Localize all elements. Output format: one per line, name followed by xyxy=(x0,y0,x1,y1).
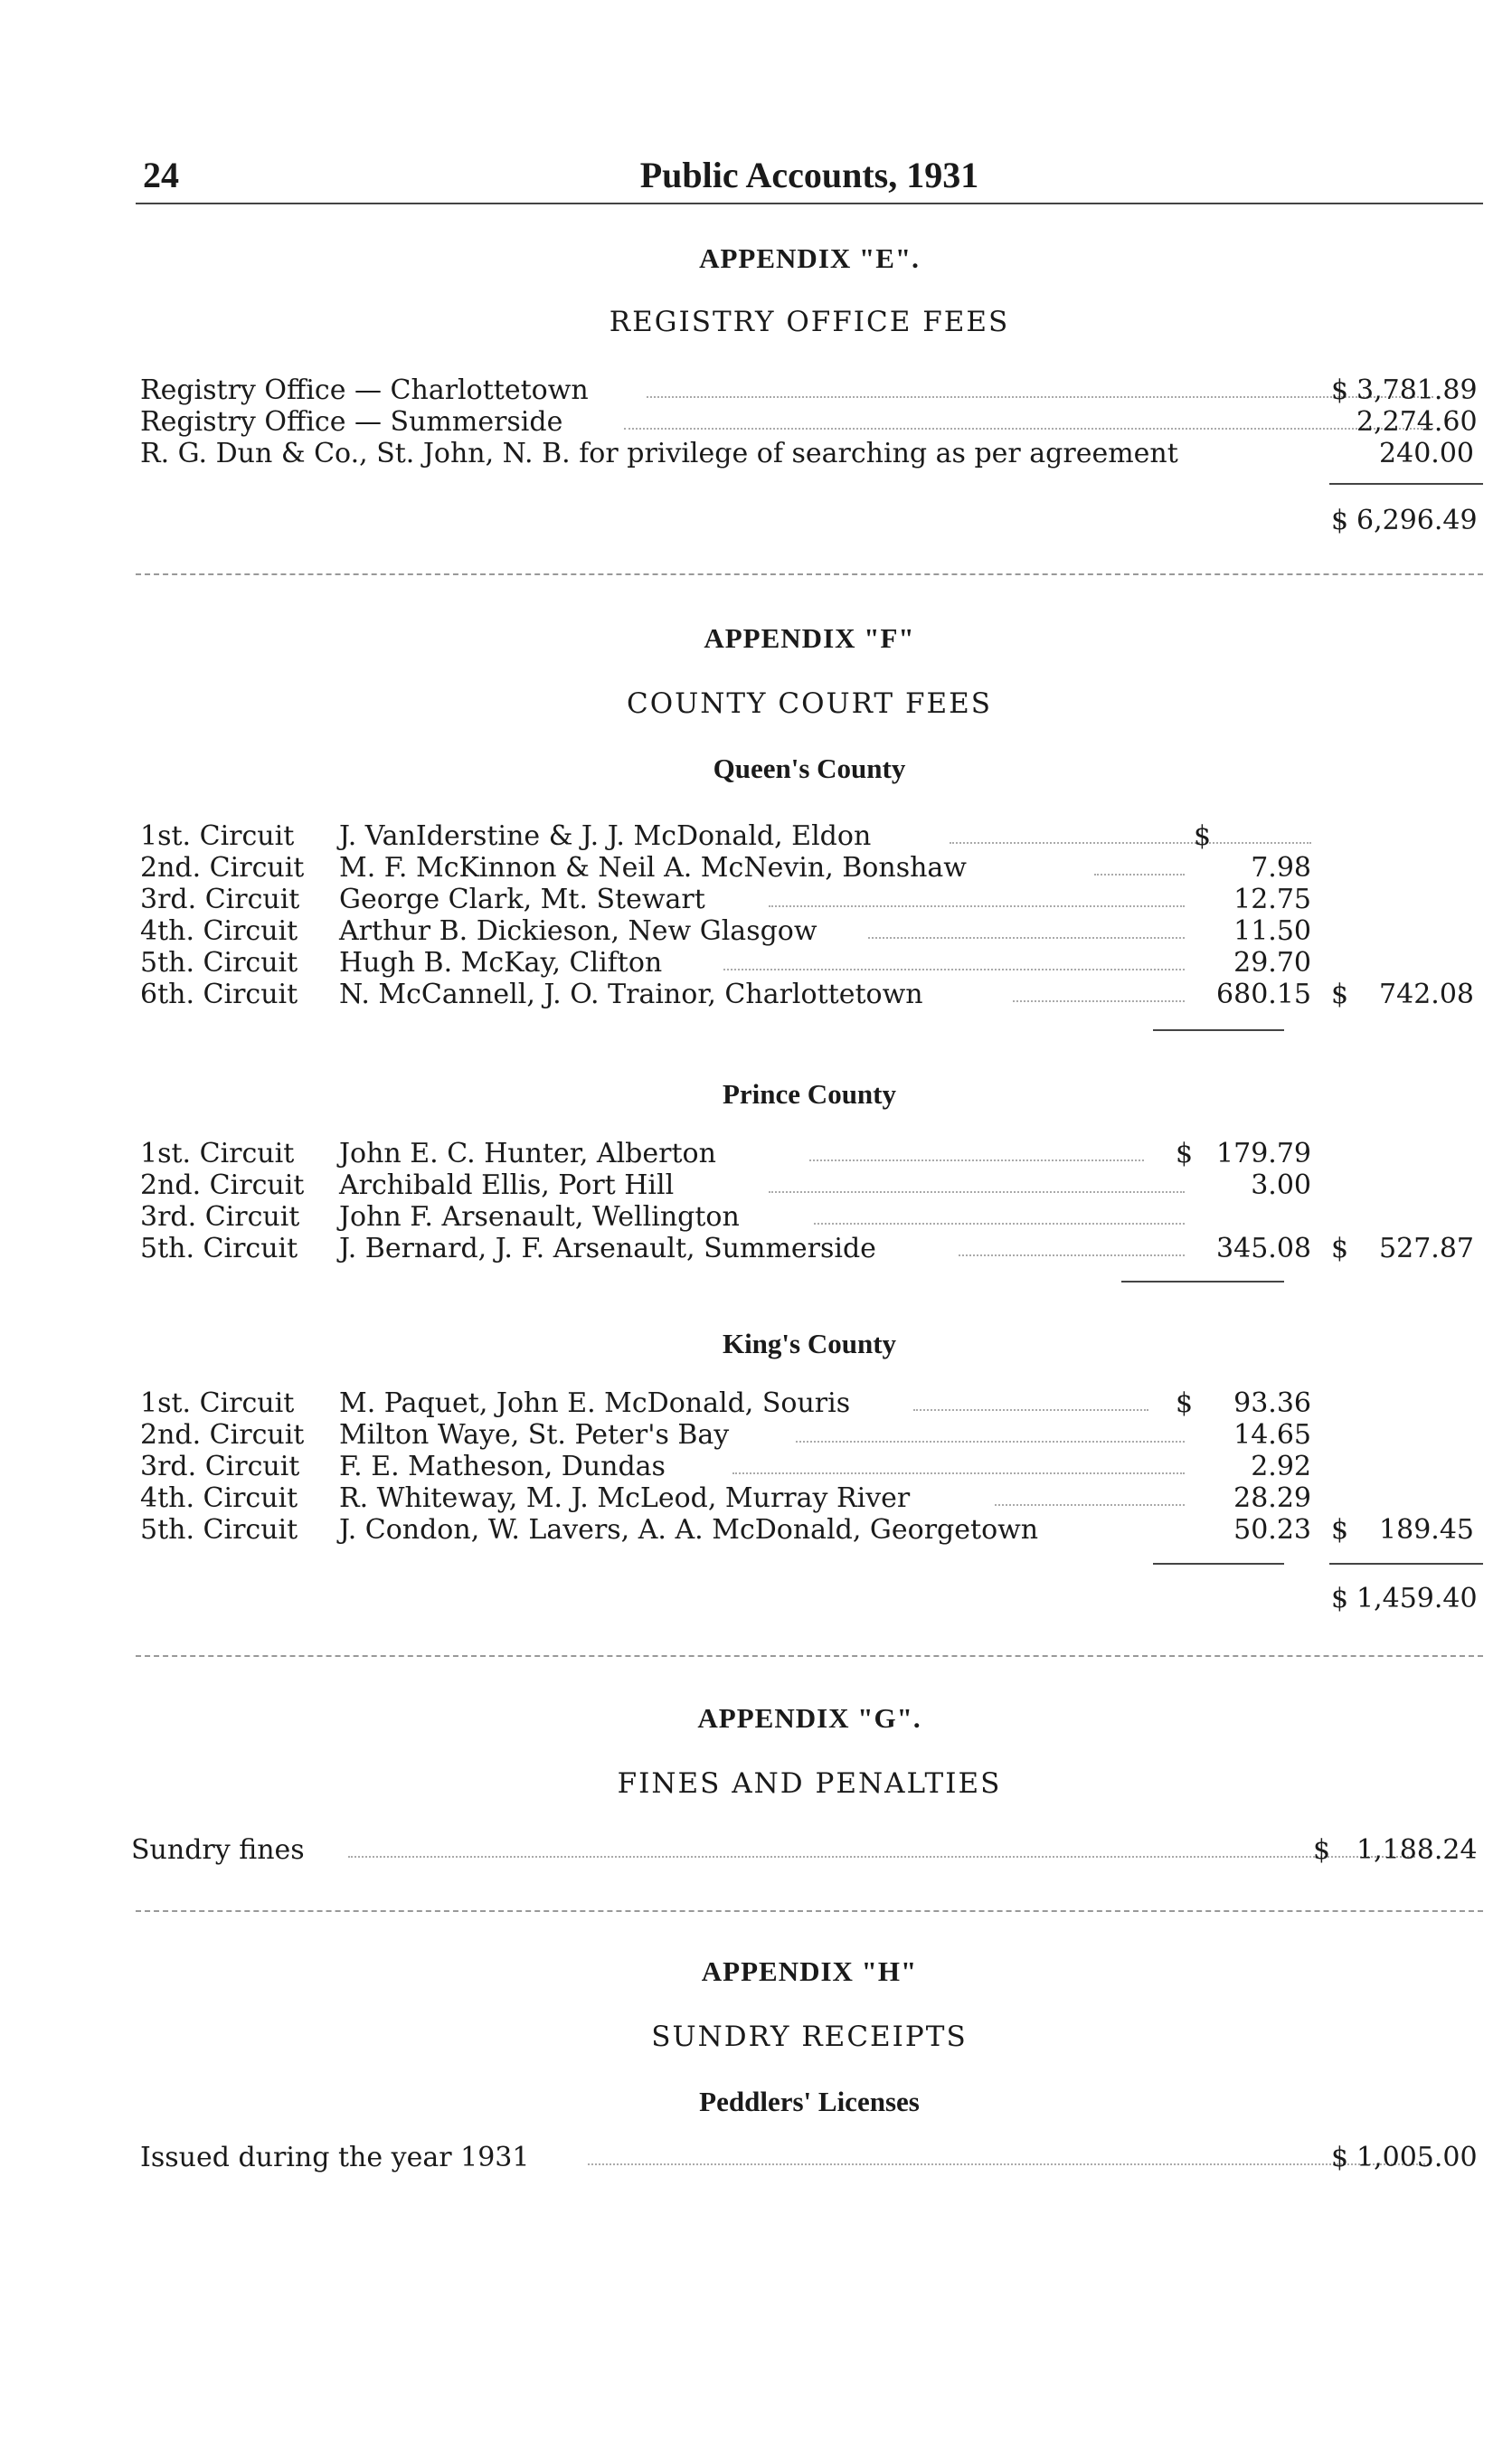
table-row xyxy=(136,1386,1483,1422)
row-amount: 93.36 xyxy=(1233,1387,1311,1419)
appendix-g-heading: APPENDIX "G". xyxy=(697,1702,921,1734)
prince-county-heading: Prince County xyxy=(722,1078,896,1110)
dot-leader xyxy=(588,2140,1429,2165)
name-label: John F. Arsenault, Wellington xyxy=(339,1201,740,1233)
name-label: R. Whiteway, M. J. McLeod, Murray River xyxy=(339,1482,911,1514)
table-row xyxy=(136,850,1483,886)
name-label: F. E. Matheson, Dundas xyxy=(339,1451,666,1482)
dollar-sign: $ xyxy=(1331,2142,1349,2173)
row-label: Registry Office — Charlottetown xyxy=(140,374,589,406)
circuit-label: 4th. Circuit xyxy=(140,915,298,947)
total-rule xyxy=(1329,1563,1483,1565)
table-row xyxy=(136,1136,1483,1172)
table-row xyxy=(136,1231,1483,1267)
name-label: N. McCannell, J. O. Trainor, Charlottetown xyxy=(339,979,923,1010)
appendix-f-heading: APPENDIX "F" xyxy=(704,622,915,654)
dollar-sign: $ xyxy=(1331,374,1349,406)
dollar-sign: $ xyxy=(1194,820,1212,852)
table-row xyxy=(136,913,1483,950)
name-label: J. Bernard, J. F. Arsenault, Summerside xyxy=(339,1233,876,1264)
table-row xyxy=(136,977,1483,1013)
circuit-label: 1st. Circuit xyxy=(140,1387,295,1419)
name-label: M. Paquet, John E. McDonald, Souris xyxy=(339,1387,851,1419)
dollar-sign: $ xyxy=(1331,1514,1349,1546)
fines-row xyxy=(131,1832,1483,1869)
dot-leader xyxy=(796,1417,1185,1443)
dot-leader xyxy=(624,404,1433,430)
dot-leader xyxy=(913,1386,1148,1411)
circuit-label: 2nd. Circuit xyxy=(140,1419,305,1451)
dot-leader xyxy=(950,819,1311,844)
page-title: Public Accounts, 1931 xyxy=(639,155,979,195)
dot-leader xyxy=(995,1481,1185,1506)
row-label: Issued during the year 1931 xyxy=(140,2142,530,2173)
dot-leader xyxy=(1013,977,1185,1002)
circuit-label: 2nd. Circuit xyxy=(140,852,305,884)
table-row xyxy=(136,1417,1483,1453)
dot-leader xyxy=(723,945,1185,970)
table-row xyxy=(136,1512,1483,1548)
county-total: 189.45 xyxy=(1379,1514,1474,1546)
circuit-label: 6th. Circuit xyxy=(140,979,298,1010)
table-row xyxy=(136,1481,1483,1517)
circuit-label: 1st. Circuit xyxy=(140,1138,295,1169)
name-label: Archibald Ellis, Port Hill xyxy=(339,1169,675,1201)
appendix-g-title: FINES AND PENALTIES xyxy=(617,1767,1002,1800)
circuit-label: 5th. Circuit xyxy=(140,1514,298,1546)
county-total: 742.08 xyxy=(1379,979,1474,1010)
subtotal-rule xyxy=(1153,1563,1284,1565)
row-amount: 11.50 xyxy=(1233,915,1311,947)
dollar-sign: $ xyxy=(1313,1834,1331,1866)
row-amount: 680.15 xyxy=(1216,979,1311,1010)
dot-leader xyxy=(769,882,1185,907)
row-amount: 12.75 xyxy=(1233,884,1311,915)
name-label: M. F. McKinnon & Neil A. McNevin, Bonshaw xyxy=(339,852,967,884)
table-row xyxy=(136,1168,1483,1204)
header-rule xyxy=(136,203,1483,204)
circuit-label: 1st. Circuit xyxy=(140,820,295,852)
dot-leader xyxy=(1094,850,1185,876)
row-amount: 345.08 xyxy=(1216,1233,1311,1264)
section-divider xyxy=(136,1655,1483,1657)
table-row xyxy=(136,1449,1483,1485)
circuit-label: 5th. Circuit xyxy=(140,947,298,979)
dot-leader xyxy=(647,373,1433,398)
dot-leader xyxy=(959,1231,1185,1256)
circuit-label: 3rd. Circuit xyxy=(140,884,300,915)
circuit-label: 2nd. Circuit xyxy=(140,1169,305,1201)
total-amount: 6,296.49 xyxy=(1356,505,1478,536)
section-divider xyxy=(136,1910,1483,1912)
county-grand-total xyxy=(136,1581,1483,1617)
total-rule xyxy=(1329,483,1483,485)
table-row xyxy=(136,1199,1483,1235)
dollar-sign: $ xyxy=(1331,979,1349,1010)
name-label: J. Condon, W. Lavers, A. A. McDonald, Georgetown xyxy=(339,1514,1039,1546)
table-row xyxy=(136,945,1483,981)
page-number: 24 xyxy=(143,155,179,195)
row-amount: 1,005.00 xyxy=(1356,2142,1478,2173)
peddlers-licenses-heading: Peddlers' Licenses xyxy=(699,2086,920,2117)
row-amount: 28.29 xyxy=(1233,1482,1311,1514)
row-amount: 7.98 xyxy=(1251,852,1311,884)
dot-leader xyxy=(868,913,1185,939)
name-label: Milton Waye, St. Peter's Bay xyxy=(339,1419,730,1451)
name-label: Arthur B. Dickieson, New Glasgow xyxy=(339,915,817,947)
subtotal-rule xyxy=(1153,1029,1284,1031)
row-amount: 3,781.89 xyxy=(1356,374,1478,406)
circuit-label: 4th. Circuit xyxy=(140,1482,298,1514)
row-amount: 240.00 xyxy=(1379,438,1474,469)
section-divider xyxy=(136,573,1483,575)
row-amount: 14.65 xyxy=(1233,1419,1311,1451)
county-total: 527.87 xyxy=(1379,1233,1474,1264)
row-label: R. G. Dun & Co., St. John, N. B. for privilege of searching as per agreement xyxy=(140,438,1178,469)
queens-county-heading: Queen's County xyxy=(713,752,906,784)
appendix-f-title: COUNTY COURT FEES xyxy=(627,687,992,720)
circuit-label: 3rd. Circuit xyxy=(140,1451,300,1482)
registry-row-summerside xyxy=(136,404,1483,440)
name-label: J. VanIderstine & J. J. McDonald, Eldon xyxy=(339,820,872,852)
row-amount: 2.92 xyxy=(1251,1451,1311,1482)
appendix-h-heading: APPENDIX "H" xyxy=(701,1955,918,1987)
appendix-h-title: SUNDRY RECEIPTS xyxy=(651,2021,968,2053)
name-label: Hugh B. McKay, Clifton xyxy=(339,947,663,979)
kings-county-heading: King's County xyxy=(722,1328,897,1359)
row-amount: 3.00 xyxy=(1251,1169,1311,1201)
dot-leader xyxy=(809,1136,1144,1161)
row-amount: 29.70 xyxy=(1233,947,1311,979)
dot-leader xyxy=(348,1832,1415,1858)
dot-leader xyxy=(814,1199,1185,1225)
dollar-sign: $ xyxy=(1176,1387,1194,1419)
dollar-sign: $ xyxy=(1331,1233,1349,1264)
circuit-label: 3rd. Circuit xyxy=(140,1201,300,1233)
subtotal-rule xyxy=(1121,1281,1284,1283)
dollar-sign: $ xyxy=(1331,505,1349,536)
registry-row-charlottetown xyxy=(136,373,1483,409)
registry-total xyxy=(136,503,1483,539)
dollar-sign: $ xyxy=(1331,1583,1349,1614)
dot-leader xyxy=(732,1449,1185,1474)
licenses-row xyxy=(136,2140,1483,2176)
table-row xyxy=(136,882,1483,918)
row-amount: 50.23 xyxy=(1233,1514,1311,1546)
row-label: Sundry fines xyxy=(131,1834,305,1866)
row-amount: 1,188.24 xyxy=(1356,1834,1478,1866)
grand-total-amount: 1,459.40 xyxy=(1356,1583,1478,1614)
appendix-e-heading: APPENDIX "E". xyxy=(699,242,920,274)
name-label: John E. C. Hunter, Alberton xyxy=(339,1138,716,1169)
registry-row-rg-dun xyxy=(136,436,1483,472)
appendix-e-title: REGISTRY OFFICE FEES xyxy=(609,306,1010,338)
dot-leader xyxy=(769,1168,1185,1193)
circuit-label: 5th. Circuit xyxy=(140,1233,298,1264)
row-amount: 179.79 xyxy=(1216,1138,1311,1169)
dollar-sign: $ xyxy=(1176,1138,1194,1169)
row-amount: 2,274.60 xyxy=(1356,406,1478,438)
table-row xyxy=(136,819,1483,855)
row-label: Registry Office — Summerside xyxy=(140,406,563,438)
name-label: George Clark, Mt. Stewart xyxy=(339,884,705,915)
